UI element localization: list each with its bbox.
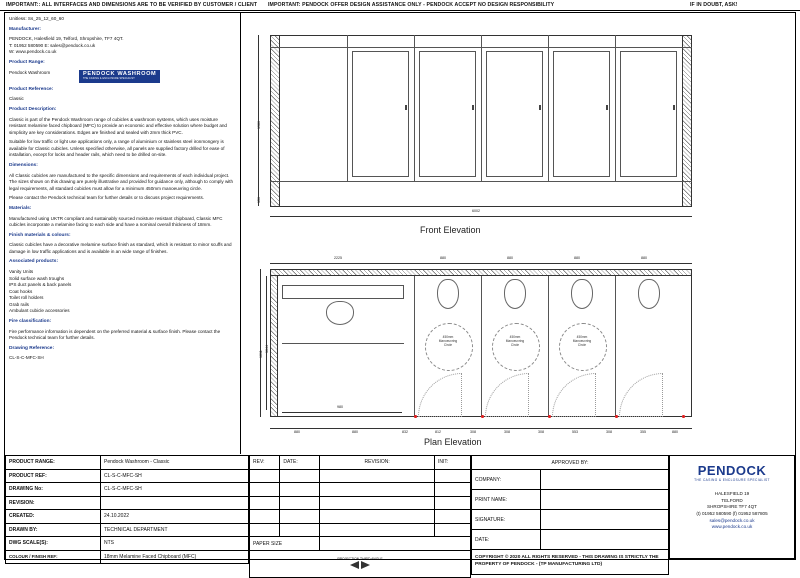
date-value[interactable] — [541, 530, 669, 550]
signature-value[interactable] — [541, 510, 669, 530]
rev-cell — [434, 523, 470, 537]
rev-cell — [280, 469, 320, 483]
table-row — [472, 530, 669, 550]
plan-marker — [682, 415, 685, 418]
copyright-text: COPYRIGHT © 2020 ALL RIGHTS RESERVED - THIS DRAWING IS STRICTLY THE PROPERTY OF PENDOCK - (TP MANUFACTURING LTD) — [475, 555, 659, 567]
front-door — [419, 51, 476, 177]
front-lock — [673, 105, 675, 110]
copyright-cell — [472, 550, 669, 575]
product-range-value: Pendock Washroom — [9, 69, 51, 75]
row-value: CL-S-C-MFC-SH — [101, 469, 249, 483]
paper-size-label: PAPER SIZE — [250, 537, 320, 551]
table-row — [250, 510, 471, 524]
plan-bottom-dim: 553 — [572, 430, 578, 434]
manoeuvring-circle-label: 450mm Manoeuvring Circle — [505, 335, 525, 347]
front-floor-line — [270, 206, 692, 207]
table-row — [472, 470, 669, 490]
row-value — [101, 496, 249, 510]
plan-bottom-dim: 308 — [504, 430, 510, 434]
rev-cell — [434, 469, 470, 483]
front-height-dim: 1980 — [257, 121, 261, 129]
plan-wc-pan — [571, 279, 593, 309]
plan-bottom-dim-line — [270, 428, 692, 429]
materials-heading: Materials: — [9, 205, 32, 211]
associated-item: Grab rails — [9, 301, 29, 307]
plan-top-dim: 880 — [641, 256, 647, 260]
front-divider — [548, 35, 549, 181]
plan-left-wall — [270, 269, 278, 417]
plan-basin — [326, 301, 354, 325]
plan-marker — [414, 415, 417, 418]
fire-classification-text: Fire performance information is dependent on the preferred material & surface finish. Please contact the Pendock technical team for further details. — [9, 328, 221, 341]
row-key: CREATED: — [6, 510, 101, 524]
date-label: DATE: — [472, 530, 541, 550]
projection-cone-icon — [350, 561, 359, 569]
associated-item: Solid surface wash troughs — [9, 275, 65, 281]
front-divider — [347, 35, 348, 181]
email-link[interactable]: sales@pendock.co.uk — [709, 517, 755, 523]
rev-header: REV: — [250, 456, 280, 470]
rev-header: REVISION: — [320, 456, 435, 470]
revision-table — [249, 455, 471, 578]
materials-text: Manufactured using UKTR compliant and sustainably sourced moisture resistant chipboard, Classic MFC cubicles incorporate a melamine facing to each side and have a nominal overall thickness of 18mm. — [9, 215, 223, 228]
table-row — [6, 537, 249, 551]
row-value: TECHNICAL DEPARTMENT — [101, 523, 249, 537]
address-line: (t) 01952 580590 (f) 01952 587805 — [696, 510, 768, 516]
warning-middle: IMPORTANT: PENDOCK OFFER DESIGN ASSISTANCE ONLY - PENDOCK ACCEPT NO DESIGN RESPONSIBILITY — [268, 2, 555, 8]
approval-table — [471, 455, 669, 575]
table-row — [6, 496, 249, 510]
plan-marker — [615, 415, 618, 418]
table-row — [6, 510, 249, 524]
brand-address — [670, 491, 794, 531]
table-row — [250, 523, 471, 537]
front-height-dim-line — [258, 35, 259, 181]
row-key: PRODUCT REF: — [6, 469, 101, 483]
rev-cell — [320, 483, 435, 497]
plan-bottom-dim: 308 — [538, 430, 544, 434]
plan-bottom-dim: 880 — [352, 430, 358, 434]
brand-subtitle: THE CASING & ENCLOSURE SPECIALIST — [694, 478, 770, 482]
front-divider — [615, 35, 616, 181]
row-key: COLOUR / FINISH REF: — [6, 550, 101, 564]
approved-by-header: APPROVED BY: — [472, 456, 669, 470]
rev-cell — [280, 510, 320, 524]
rev-cell — [280, 483, 320, 497]
unitless-code: Unitless: Ss_25_12_60_60 — [9, 16, 64, 21]
plan-top-dim: 880 — [507, 256, 513, 260]
address-line: SHROPSHIRE TF7 4QT — [707, 504, 757, 510]
plan-divider — [414, 276, 415, 417]
rev-cell — [280, 496, 320, 510]
finish-heading: Finish materials & colours: — [9, 232, 71, 238]
plan-vanity-unit — [282, 285, 404, 299]
address-line: HALESFIELD 19 — [714, 491, 750, 496]
associated-item: Ambulant cubicle accessories — [9, 308, 70, 314]
table-row — [250, 469, 471, 483]
title-block-spec-table — [5, 455, 249, 564]
plan-wc-pan — [437, 279, 459, 309]
row-value: Pendock Washroom - Classic — [101, 456, 249, 470]
manufacturer-line-3: W: www.pendock.co.uk — [9, 49, 57, 55]
table-row — [250, 483, 471, 497]
plan-bottom-dim: 812 — [435, 430, 441, 434]
plan-bottom-dim: 308 — [606, 430, 612, 434]
front-plinth-line — [270, 181, 692, 182]
associated-products-heading: Associated products: — [9, 259, 59, 265]
top-warning-bar — [0, 0, 800, 11]
fire-classification-heading: Fire classification: — [9, 318, 52, 324]
logo-subtext: THE CASING & ENCLOSURE SPECIALIST — [83, 77, 135, 81]
dimensions-text: All Classic cubicles are manufactured to the specific dimensions and requirements of each individual project. The sizes shown on this drawing are purely illustrative and provided for guidance only, although to comply with legal requirements, all standard cubicles must allow for a minimum 450mm manoeuvring circle. — [9, 172, 234, 191]
address-line: TELFORD — [721, 497, 743, 503]
table-row — [6, 456, 249, 470]
associated-item: IPS duct panels & back panels — [9, 282, 72, 288]
company-label: COMPANY: — [472, 470, 541, 490]
company-value[interactable] — [541, 470, 669, 490]
front-door — [352, 51, 409, 177]
product-reference-heading: Product Reference: — [9, 86, 54, 92]
plan-elevation-caption: Plan Elevation — [424, 437, 482, 447]
drawing-reference-value: CL-S-C-MFC-SH — [9, 355, 44, 361]
contact-text: Please contact the Pendock technical team for further details or to discuss project requirements. — [9, 195, 205, 201]
rev-cell — [280, 523, 320, 537]
front-total-dim-line — [270, 216, 692, 217]
table-row — [6, 523, 249, 537]
front-lock — [606, 105, 608, 110]
plan-divider — [548, 276, 549, 417]
row-value: NTS — [101, 537, 249, 551]
brand-name: PENDOCK — [697, 463, 767, 478]
front-door — [553, 51, 610, 177]
paper-size-value — [320, 537, 471, 551]
plan-inner-depth-dim-line — [266, 276, 267, 410]
rev-cell — [320, 523, 435, 537]
row-key: REVISION: — [6, 496, 101, 510]
manoeuvring-circle — [492, 323, 540, 371]
rev-cell — [250, 469, 280, 483]
front-lock — [472, 105, 474, 110]
front-divider — [481, 35, 482, 181]
warning-right: IF IN DOUBT, ASK! — [690, 2, 738, 8]
table-row — [472, 510, 669, 530]
table-row — [250, 537, 471, 551]
plan-back-wall — [270, 269, 692, 276]
table-row — [6, 550, 249, 564]
front-base-dim: 150 — [257, 197, 261, 203]
product-description-text: Classic is part of the Pendock Washroom range of cubicles & washroom systems, which uses moisture resistant melamine faced chipboard (MFC) to provide an economic and effective solution where budget and simplicity are key considerations. Edges are finished and sealed with 2mm thick PVC. — [9, 116, 227, 135]
print-name-label: PRINT NAME: — [472, 490, 541, 510]
suitability-text: Suitable for low traffic or light use applications only, a range of aluminium or stainless steel ironmongery is available for Classic cubicles. Unless specified otherwise, all panels are supplied factory drilled for ease of installation, except for locks and header rails, which need to be drilled on-site. — [9, 139, 225, 158]
product-reference-value: Classic — [9, 96, 24, 102]
plan-depth-dim-line — [260, 269, 261, 417]
signature-label: SIGNATURE: — [472, 510, 541, 530]
table-row — [472, 456, 669, 470]
row-key: DWG SCALE(S): — [6, 537, 101, 551]
row-value: 18mm Melamine Faced Chipboard (MFC) — [101, 550, 249, 564]
plan-wc-pan — [504, 279, 526, 309]
manufacturer-line-1: PENDOCK, Halesfield 19, Telford, Shropshire, TF7 4QT. — [9, 36, 124, 42]
product-range-heading: Product Range: — [9, 59, 45, 65]
rev-header: INIT: — [434, 456, 470, 470]
front-lock — [539, 105, 541, 110]
table-row — [6, 483, 249, 497]
table-row — [6, 469, 249, 483]
rev-header: DATE: — [280, 456, 320, 470]
website-link[interactable]: www.pendock.co.uk — [711, 524, 753, 530]
warning-left: IMPORTANT:: ALL INTERFACES AND DIMENSIONS ARE TO BE VERIFIED BY CUSTOMER / CLIENT — [6, 2, 258, 8]
product-description-heading: Product Description: — [9, 106, 57, 112]
plan-marker — [481, 415, 484, 418]
logo-text: PENDOCK WASHROOM — [83, 70, 157, 77]
plan-divider — [615, 276, 616, 417]
finish-text: Classic cubicles have a decorative melamine surface finish as standard, which is resistant to minor scuffs and damage in low traffic applications and is available in an wide range of finishes. — [9, 242, 232, 254]
info-panel — [5, 13, 241, 454]
plan-inner-depth-dim: 1644 — [265, 345, 269, 353]
pendock-washroom-logo — [79, 70, 160, 83]
manoeuvring-circle-label: 450mm Manoeuvring Circle — [438, 335, 458, 347]
row-value: CL-S-C-MFC-SH — [101, 483, 249, 497]
dimensions-heading: Dimensions: — [9, 162, 38, 168]
drawing-area — [242, 13, 795, 454]
drawing-reference-heading: Drawing Reference: — [9, 345, 55, 351]
plan-bottom-dim: 308 — [470, 430, 476, 434]
manoeuvring-circle — [425, 323, 473, 371]
row-key: DRAWN BY: — [6, 523, 101, 537]
manufacturer-heading: Manufacturer: — [9, 26, 41, 32]
table-row — [250, 551, 471, 578]
projection-symbol-cell — [250, 551, 471, 578]
plan-top-dim: 2225 — [334, 256, 342, 260]
rev-cell — [434, 496, 470, 510]
table-row — [250, 496, 471, 510]
plan-divider — [481, 276, 482, 417]
associated-item: Toilet roll holders — [9, 295, 44, 301]
plan-wc-pan — [638, 279, 660, 309]
rev-cell — [250, 523, 280, 537]
plan-bottom-dim: 355 — [640, 430, 646, 434]
row-key: DRAWING No: — [6, 483, 101, 497]
front-elevation-caption: Front Elevation — [420, 225, 481, 235]
front-lock — [405, 105, 407, 110]
plan-small-dim-line — [282, 412, 402, 413]
projection-label: PROJECTION THIRD ANGLE — [337, 556, 383, 561]
plan-depth-dim: 1811 — [259, 350, 263, 358]
manufacturer-line-2: T: 01952 580590 E: sales@pendock.co.uk — [9, 42, 96, 48]
plan-top-dim-line — [270, 263, 692, 264]
rev-cell — [250, 496, 280, 510]
table-row — [250, 456, 471, 470]
print-name-value[interactable] — [541, 490, 669, 510]
rev-cell — [320, 510, 435, 524]
plan-marker — [548, 415, 551, 418]
plan-bottom-dim: 880 — [672, 430, 678, 434]
row-value: 24.10.2022 — [101, 510, 249, 524]
rev-cell — [434, 483, 470, 497]
rev-cell — [434, 510, 470, 524]
plan-top-dim: 880 — [574, 256, 580, 260]
plan-top-dim: 880 — [440, 256, 446, 260]
manoeuvring-circle — [559, 323, 607, 371]
rev-cell — [250, 483, 280, 497]
manoeuvring-circle-label: 450mm Manoeuvring Circle — [572, 335, 592, 347]
plan-bottom-dim: 880 — [294, 430, 300, 434]
rev-cell — [320, 496, 435, 510]
plan-ips-panel — [282, 343, 404, 344]
plan-bottom-dim: 832 — [402, 430, 408, 434]
rev-cell — [320, 469, 435, 483]
table-row — [472, 550, 669, 575]
row-key: PRODUCT RANGE: — [6, 456, 101, 470]
title-block — [5, 455, 795, 567]
table-row — [472, 490, 669, 510]
associated-item: Vanity Units — [9, 269, 34, 275]
projection-cone-icon — [361, 561, 370, 569]
front-divider — [414, 35, 415, 181]
brand-block — [669, 455, 795, 559]
plan-small-dim: 980 — [337, 405, 343, 409]
front-door — [620, 51, 677, 177]
front-total-dim: 6002 — [472, 209, 480, 213]
associated-item: Coat hooks — [9, 288, 33, 294]
front-door — [486, 51, 543, 177]
rev-cell — [250, 510, 280, 524]
